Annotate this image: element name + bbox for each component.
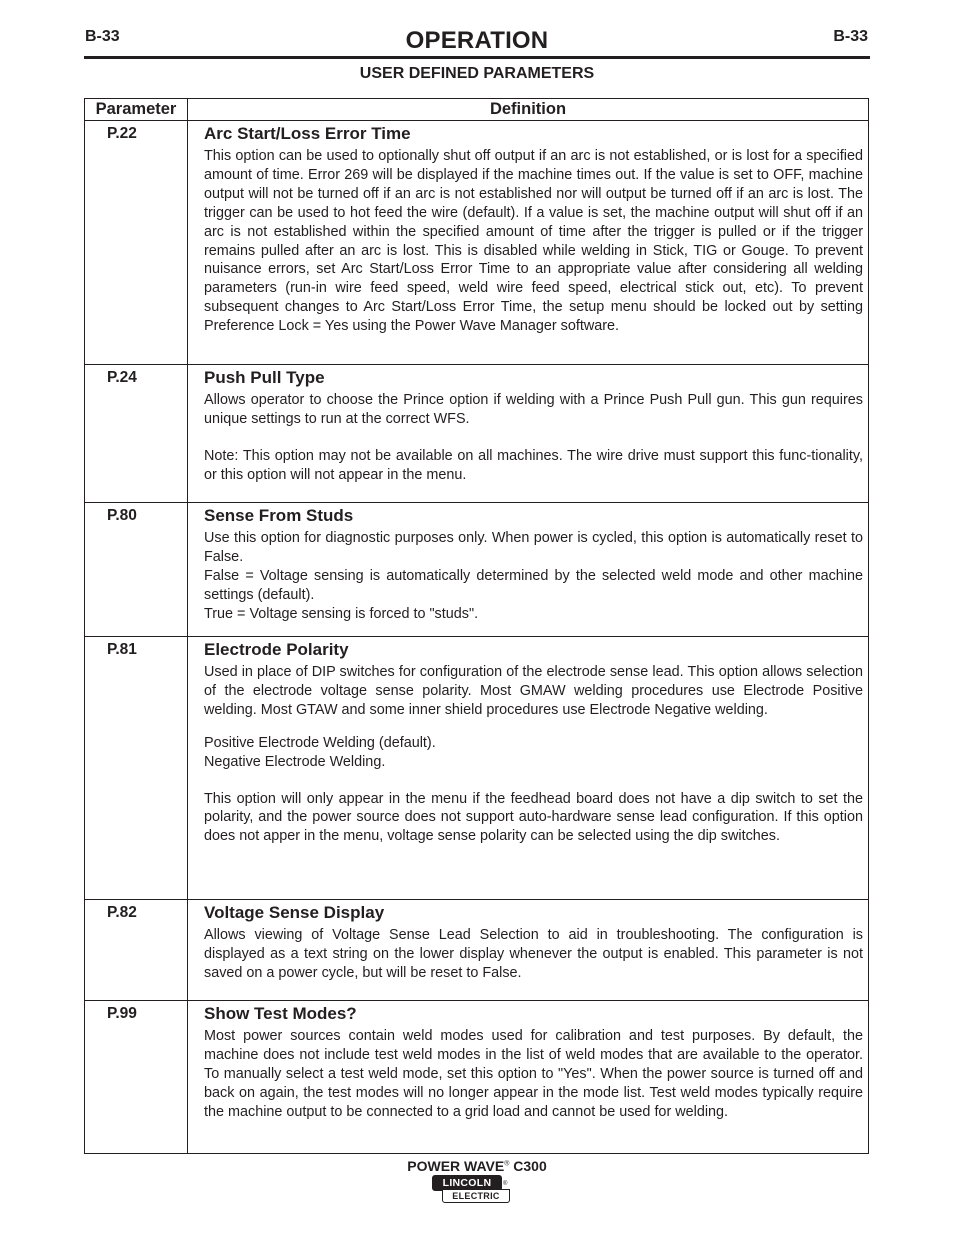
- logo-registered-mark: ®: [503, 1181, 508, 1187]
- definition-paragraph: Allows viewing of Voltage Sense Lead Selection to aid in troubleshooting. The configuration is displayed as a text string on the lower display whenever the output is enabled. This parameter is not saved on a power cycle, but will be reset to False.: [204, 927, 863, 981]
- definition-paragraph: True = Voltage sensing is forced to "studs".: [204, 605, 479, 622]
- definition-cell: [188, 365, 868, 502]
- definition-title: Electrode Polarity: [204, 640, 349, 659]
- definition-paragraph: Positive Electrode Welding (default).: [204, 734, 436, 751]
- definition-title: Arc Start/Loss Error Time: [204, 124, 411, 143]
- parameter-code: P.82: [107, 904, 137, 921]
- definition-paragraph: Used in place of DIP switches for configuration of the electrode sense lead. This option allows selection of the electrode voltage sense polarity. Most GMAW welding procedures use Electrode Positive welding. Most GTAW and some inner shield procedures use Electrode Negative welding.: [204, 664, 863, 718]
- column-header-parameter: Parameter: [85, 99, 188, 120]
- footer-model: [0, 1158, 954, 1174]
- parameter-code: P.22: [107, 125, 137, 142]
- definition-title: Show Test Modes?: [204, 1004, 357, 1023]
- definition-paragraph: Use this option for diagnostic purposes only. When power is cycled, this option is automatically reset to False.: [204, 530, 863, 565]
- parameter-cell: [85, 1001, 188, 1153]
- definition-title: Push Pull Type: [204, 368, 325, 387]
- lincoln-electric-logo: [432, 1175, 512, 1205]
- table-row: [85, 637, 868, 900]
- definition-paragraph: Negative Electrode Welding.: [204, 753, 386, 770]
- definition-cell: [188, 637, 868, 899]
- definition-paragraph: Allows operator to choose the Prince option if welding with a Prince Push Pull gun. This gun requires unique settings to run at the correct WFS.: [204, 392, 863, 427]
- title-rule: [84, 56, 870, 59]
- model-name: POWER WAVE: [407, 1158, 505, 1174]
- registered-mark: ®: [504, 1160, 510, 1168]
- definition-paragraph: This option will only appear in the menu if the feedhead board does not have a dip switch to set the polarity, and the power source does not support auto-hardware sense lead configuration. If this option does not apper in the menu, voltage sense polarity can be selected using the dip switches.: [204, 790, 863, 845]
- page-number-left: B-33: [85, 28, 120, 45]
- parameter-cell: [85, 503, 188, 636]
- model-number: C300: [509, 1158, 547, 1174]
- section-subtitle: USER DEFINED PARAMETERS: [359, 65, 595, 82]
- parameter-code: P.24: [107, 369, 137, 386]
- parameter-cell: [85, 365, 188, 502]
- parameter-code: P.81: [107, 641, 137, 658]
- definition-cell: [188, 1001, 868, 1153]
- definition-title: Voltage Sense Display: [204, 903, 385, 922]
- logo-lincoln-text: LINCOLN: [432, 1175, 502, 1191]
- parameter-code: P.99: [107, 1005, 137, 1022]
- definition-cell: [188, 121, 868, 364]
- definition-cell: [188, 900, 868, 1000]
- page-number-right: B-33: [833, 28, 868, 45]
- table-row: [85, 121, 868, 365]
- definition-paragraph: False = Voltage sensing is automatically determined by the selected weld mode and other machine settings (default).: [204, 567, 863, 603]
- page-title: OPERATION: [405, 27, 549, 54]
- table-row: [85, 1001, 868, 1154]
- table-row: [85, 365, 868, 503]
- table-row: [85, 900, 868, 1001]
- definition-title: Sense From Studs: [204, 506, 354, 525]
- definition-cell: [188, 503, 868, 636]
- parameters-table: [84, 98, 869, 1154]
- logo-electric-text: ELECTRIC: [442, 1189, 510, 1203]
- parameter-cell: [85, 121, 188, 364]
- parameter-code: P.80: [107, 507, 137, 524]
- definition-paragraph: Note: This option may not be available on all machines. The wire drive must support this func-tionality, or this option will not appear in the menu.: [204, 447, 863, 483]
- definition-paragraph: This option can be used to optionally shut off output if an arc is not established, or is lost for a specified amount of time. Error 269 will be displayed if the machine times out. If the value is set to OFF, machine output will not be turned off if an arc is not established nor will output be turned off if an arc is lost. The trigger can be used to hot feed the wire (default). If a value is set, the machine output will shut off if an arc is not established within the specified amount of time after the trigger is pulled or if the trigger remains pulled after an arc is lost. This is disabled while welding in Stick, TIG or Gouge. To prevent nuisance errors, set Arc Start/Loss Error Time to an appropriate value after considering all welding parameters (run-in wire feed speed, weld wire feed speed, electrical stick out, etc). To prevent subsequent changes to Arc Start/Loss Error Time, the setup menu should be locked out by setting Preference Lock = Yes using the Power Wave Manager software.: [204, 148, 863, 335]
- table-row: [85, 503, 868, 637]
- definition-paragraph: Most power sources contain weld modes used for calibration and test purposes. By default, the machine does not include test weld modes in the list of weld modes that are available to the operator. To manually select a test weld mode, set this option to "Yes". When the power source is turned off and back on again, the test modes will no longer appear in the mode list. Test weld modes typically require the machine output to be connected to a grid load and cannot be used for welding.: [204, 1028, 863, 1120]
- parameter-cell: [85, 637, 188, 899]
- column-header-definition: Definition: [489, 100, 567, 118]
- parameter-cell: [85, 900, 188, 1000]
- table-header: [85, 99, 868, 121]
